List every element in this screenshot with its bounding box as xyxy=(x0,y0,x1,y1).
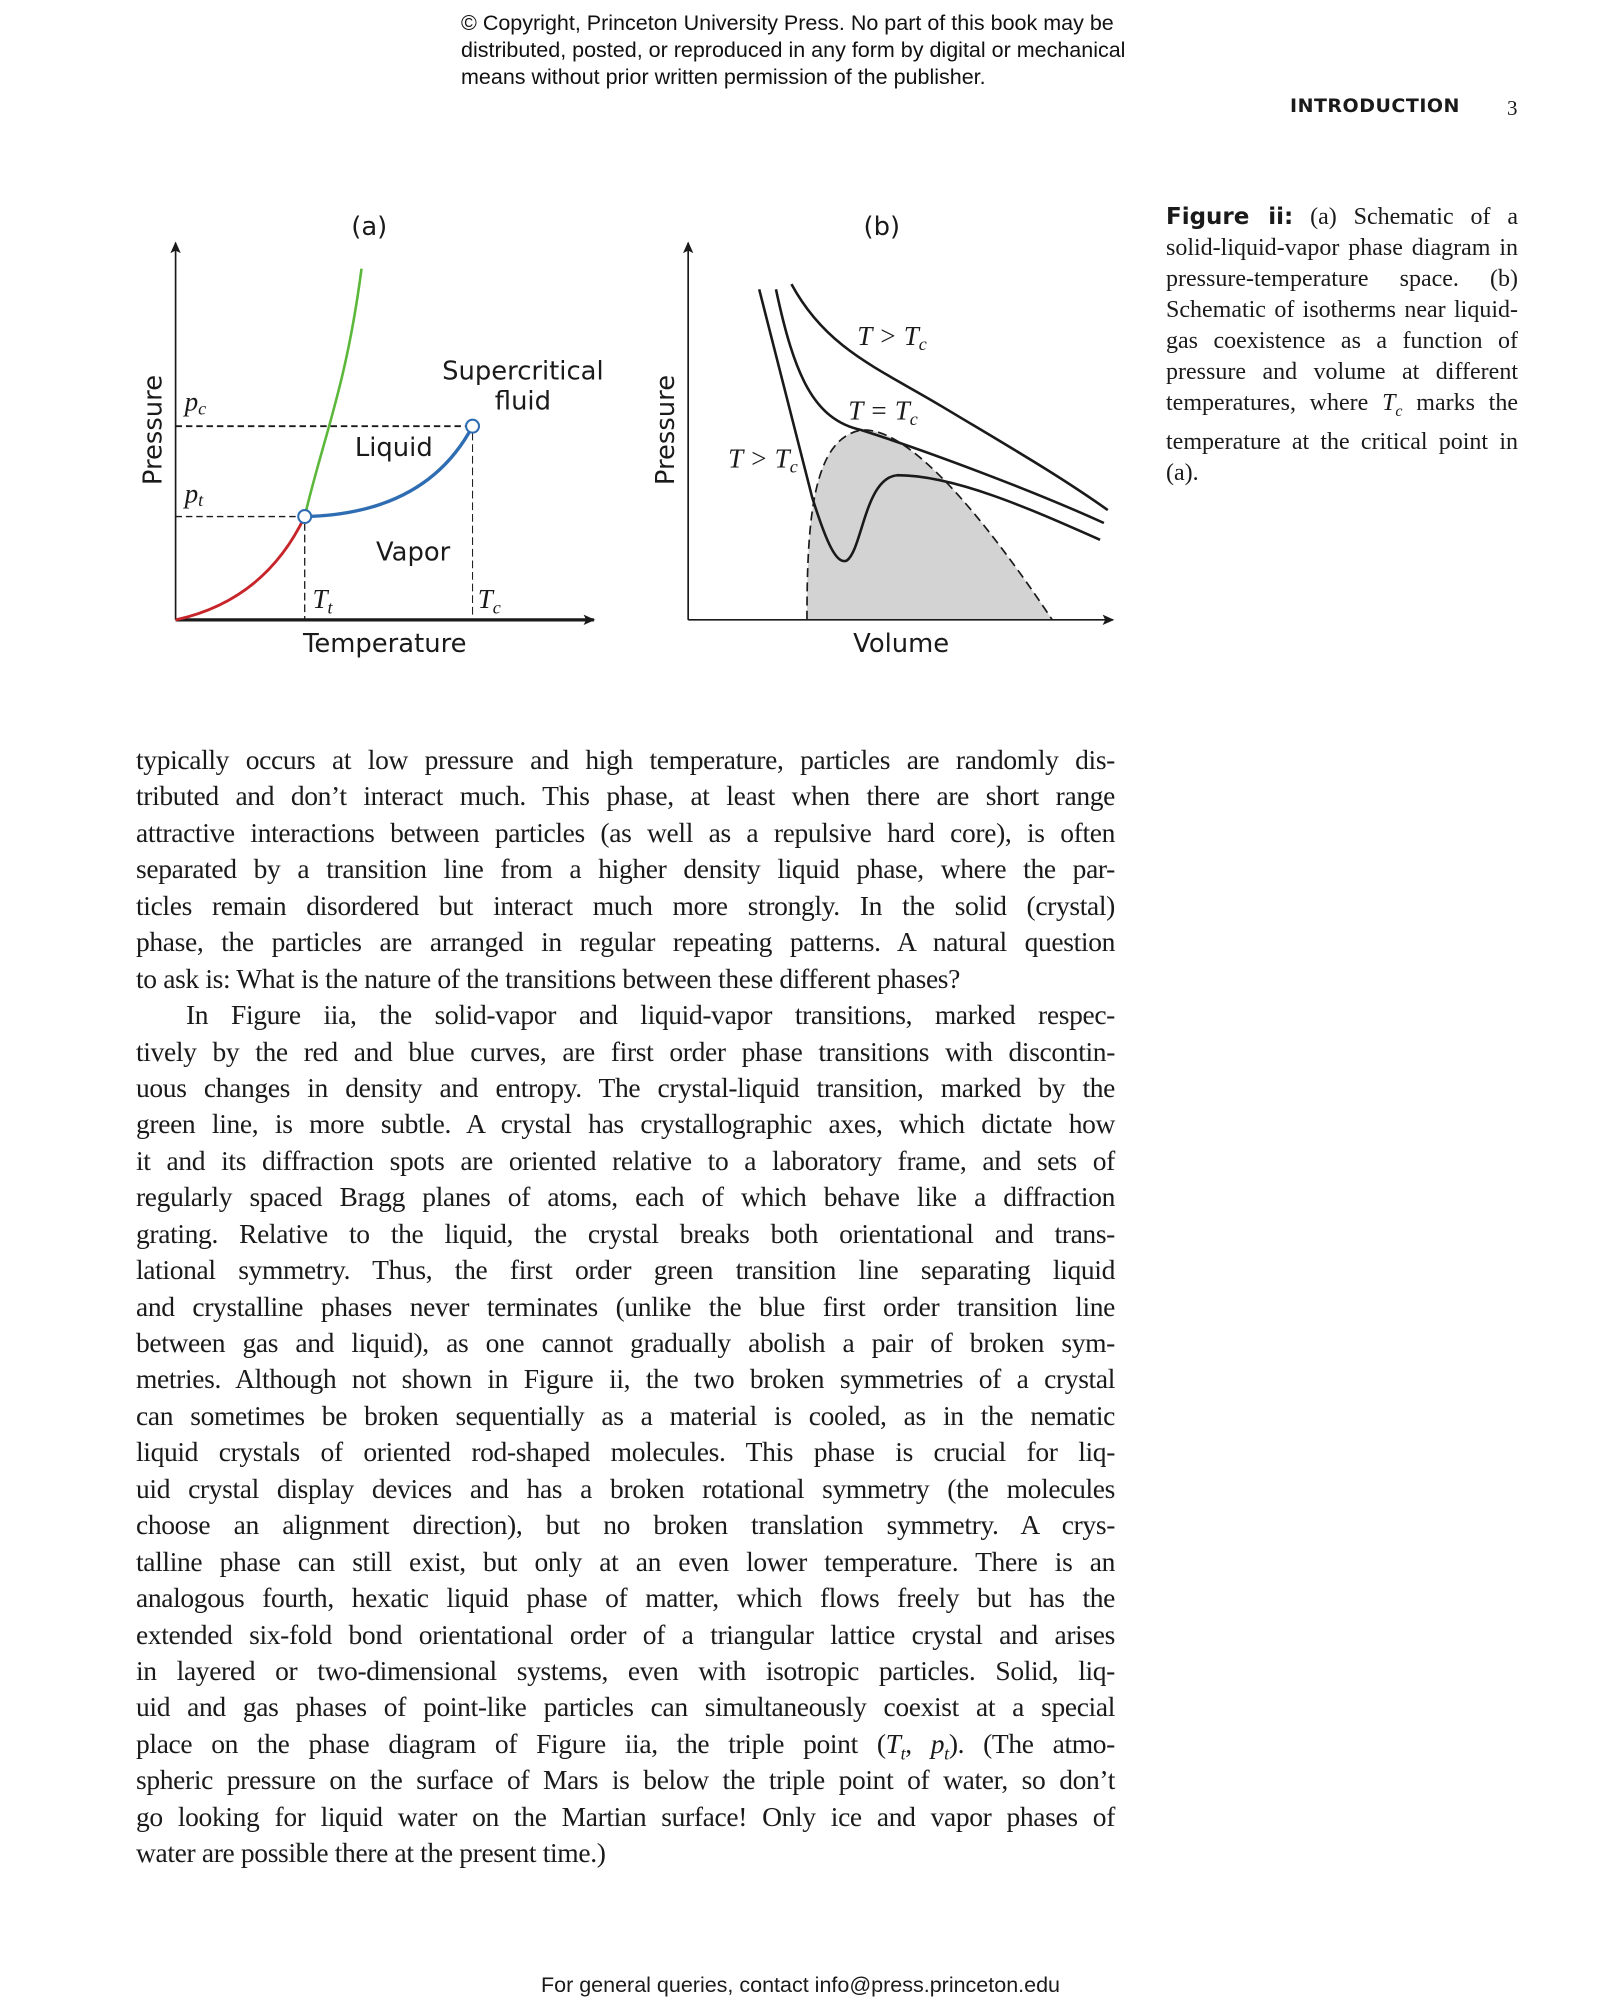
text-line: green line, is more subtle. A crystal has crystallographic axes, which dictate how xyxy=(136,1108,1115,1140)
text-line: spheric pressure on the surface of Mars is below the triple point of water, so don’t xyxy=(136,1764,1115,1796)
figure-caption xyxy=(1166,202,1518,489)
text-line: water are possible there at the present time.) xyxy=(136,1837,606,1869)
caption-math-sub: c xyxy=(1395,402,1403,420)
math-symbol: $T_t$ xyxy=(885,1727,906,1764)
x-axis-label: Temperature xyxy=(302,629,467,660)
text-line: uid crystal display devices and has a broken rotational symmetry (the molecules xyxy=(136,1472,1115,1504)
Tt-label: Tt xyxy=(312,584,333,618)
text-line: place on the phase diagram of Figure iia, the triple point ($T_t$, $p_t$). (The atmo- xyxy=(136,1727,1115,1764)
solid-liquid-curve xyxy=(305,269,362,517)
pc-label: pc xyxy=(184,386,207,419)
panel-b-title: (b) xyxy=(863,212,901,243)
text-line: In Figure iia, the solid-vapor and liquid-vapor transitions, marked respec- xyxy=(186,999,1115,1031)
y-axis-label: Pressure xyxy=(138,374,169,486)
supercritical-label: Supercritical xyxy=(442,356,604,387)
body-text xyxy=(136,742,1115,1872)
y-axis-label: Pressure xyxy=(650,374,681,486)
text-line: metries. Although not shown in Figure ii, the two broken symmetries of a crystal xyxy=(136,1363,1115,1395)
text-line: typically occurs at low pressure and high temperature, particles are randomly dis- xyxy=(136,744,1115,775)
page-number: 3 xyxy=(1507,96,1518,120)
copyright-line: means without prior written permission of the publisher. xyxy=(461,65,986,89)
panel-a-title: (a) xyxy=(351,212,388,243)
text-line: tributed and don’t interact much. This phase, at least when there are short range xyxy=(136,780,1115,812)
fluid-label: fluid xyxy=(494,386,552,417)
copyright-line: © Copyright, Princeton University Press. No part of this book may be xyxy=(461,11,1114,35)
caption-math: T xyxy=(1382,390,1396,416)
text-line: choose an alignment direction), but no broken translation symmetry. A crys- xyxy=(136,1509,1115,1541)
pt-label: pt xyxy=(184,478,204,511)
text-line: liquid crystals of oriented rod-shaped molecules. This phase is crucial for liq- xyxy=(136,1436,1115,1468)
text-line: it and its diffraction spots are oriented relative to a laboratory frame, and sets of xyxy=(136,1144,1115,1176)
copyright-line: distributed, posted, or reproduced in any form by digital or mechanical xyxy=(461,38,1126,62)
footer-contact: For general queries, contact info@press.princeton.edu xyxy=(541,1973,1061,1997)
caption-text: marks the temperature at the critical point in (a). xyxy=(1166,390,1518,486)
critical-point-marker xyxy=(466,420,479,433)
caption-label: Figure ii: xyxy=(1166,204,1294,230)
text-line: can sometimes be broken sequentially as a material is cooled, as in the nematic xyxy=(136,1399,1115,1431)
isotherm-critical-label: T = Tc xyxy=(848,395,918,429)
vapor-label: Vapor xyxy=(376,537,451,568)
liquid-label: Liquid xyxy=(354,432,433,463)
triple-point-marker xyxy=(298,510,311,523)
text-line: uous changes in density and entropy. The crystal-liquid transition, marked by the xyxy=(136,1071,1115,1103)
isotherm-low-label: T > Tc xyxy=(728,443,798,477)
caption-text: (a) Schematic of a solid-liquid-vapor phase diagram in pressure-temperature space. (b) Schematic of isotherms near liquid-gas coexistence as a function of pressure and volume at different temperatures, where xyxy=(1166,204,1519,416)
text-line: uid and gas phases of point-like particles can simultaneously coexist at a special xyxy=(136,1691,1115,1723)
text-line: ticles remain disordered but interact much more strongly. In the solid (crystal) xyxy=(136,889,1115,921)
solid-vapor-curve xyxy=(176,517,305,620)
text-line: tively by the red and blue curves, are first order phase transitions with discontin- xyxy=(136,1035,1115,1067)
panel-b xyxy=(651,212,1113,659)
isotherm-high-label: T > Tc xyxy=(857,320,927,354)
text-line: in layered or two-dimensional systems, even with isotropic particles. Solid, liq- xyxy=(136,1654,1115,1686)
x-axis-label: Volume xyxy=(853,629,950,660)
running-head: INTRODUCTION xyxy=(1290,95,1460,117)
text-line: grating. Relative to the liquid, the crystal breaks both orientational and trans- xyxy=(136,1217,1115,1249)
text-line: between gas and liquid), as one cannot gradually abolish a pair of broken sym- xyxy=(136,1327,1115,1358)
text-line: lational symmetry. Thus, the first order green transition line separating liquid xyxy=(136,1254,1115,1286)
text-line: attractive interactions between particles (as well as a repulsive hard core), is often xyxy=(136,816,1115,848)
text-line: regularly spaced Bragg planes of atoms, each of which behave like a diffraction xyxy=(136,1181,1115,1213)
text-line: separated by a transition line from a higher density liquid phase, where the par- xyxy=(136,853,1115,885)
text-line: to ask is: What is the nature of the transitions between these different phases? xyxy=(136,962,961,994)
text-line: and crystalline phases never terminates (unlike the blue first order transition line xyxy=(136,1290,1115,1322)
text-line: extended six-fold bond orientational order of a triangular lattice crystal and arises xyxy=(136,1618,1115,1650)
text-line: phase, the particles are arranged in regular repeating patterns. A natural question xyxy=(136,926,1115,958)
text-line: talline phase can still exist, but only at an even lower temperature. There is an xyxy=(136,1545,1115,1577)
coexistence-region xyxy=(807,430,1052,620)
Tc-label: Tc xyxy=(477,584,501,618)
math-symbol: $p_t$ xyxy=(930,1727,949,1764)
text-line: analogous fourth, hexatic liquid phase of matter, which flows freely but has the xyxy=(136,1582,1115,1614)
panel-a xyxy=(138,212,603,659)
text-line: go looking for liquid water on the Martian surface! Only ice and vapor phases of xyxy=(136,1800,1115,1832)
